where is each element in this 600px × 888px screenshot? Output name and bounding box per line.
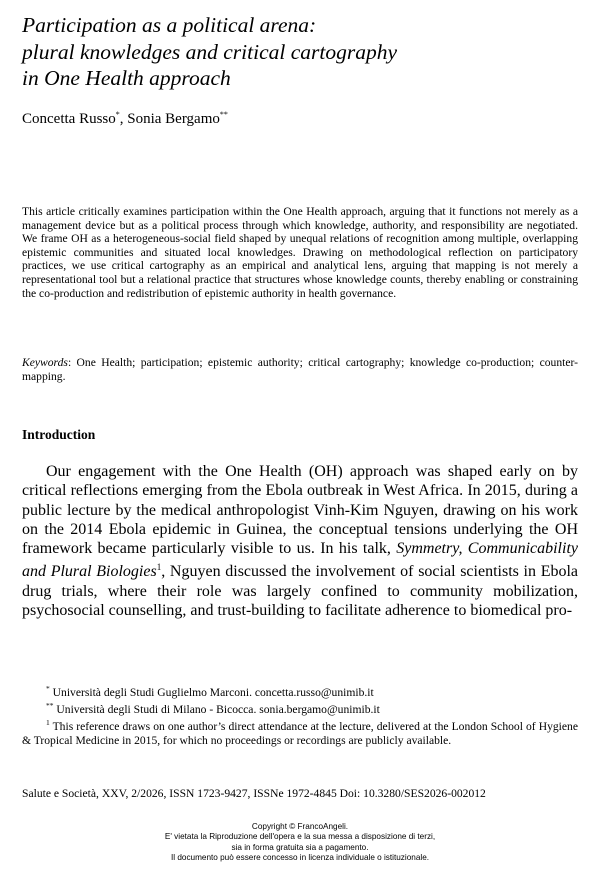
section-heading: Introduction bbox=[22, 427, 96, 442]
footnote-mark: * bbox=[46, 684, 50, 693]
keywords bbox=[22, 356, 578, 383]
copyright-line: E' vietata la Riproduzione dell'opera e la sua messa a disposizione di terzi, bbox=[164, 832, 436, 842]
body-text-part: , Nguyen discussed the involvement of social scientists in Ebola drug trials, where their role was largely confined to community mobilization, psychosocial counselling, and trust-building to facilitate adherence to biomedical pro- bbox=[22, 563, 579, 620]
copyright-line: sia in forma gratuita sia a pagamento. bbox=[231, 842, 369, 852]
author-name: Sonia Bergamo bbox=[127, 111, 220, 127]
body-text-part: Our engagement with the One Health (OH) approach was shaped early on by critical reflections emerging from the Ebola outbreak in West Africa. In 2015, during a public lecture by the medical anthropologist Vinh-Kim Nguyen, drawing on his work on the 2014 Ebola epidemic in Guinea, the conceptual tensions underlying the OH framework became particularly visible to us. In his talk, bbox=[22, 463, 578, 558]
title-line-3: in One Health approach bbox=[22, 66, 231, 90]
lecture-title: Symmetry, Communicability and Plural Biologies bbox=[22, 540, 578, 581]
footnote-text: This reference draws on one author’s direct attendance at the lecture, delivered at the London School of Hygiene & Tropical Medicine in 2015, for which no proceedings or recordings are publicly available. bbox=[22, 720, 578, 747]
body-paragraph bbox=[22, 462, 578, 620]
footnote-text: Università degli Studi Guglielmo Marconi. concetta.russo@unimib.it bbox=[49, 686, 374, 699]
footnote bbox=[22, 716, 578, 746]
footnote-reference: 1 bbox=[156, 562, 162, 573]
author-footnote-mark: * bbox=[115, 110, 120, 119]
title-line-2: plural knowledges and critical cartography bbox=[22, 39, 398, 64]
copyright-notice bbox=[0, 822, 600, 863]
copyright-line: Il documento può essere concesso in licenza individuale o istituzionale. bbox=[170, 852, 430, 862]
footnote-text: Università degli Studi di Milano - Bicocca. sonia.bergamo@unimib.it bbox=[53, 703, 380, 717]
copyright-line: Copyright © FrancoAngeli. bbox=[251, 822, 349, 831]
footnote-mark: ** bbox=[46, 701, 54, 711]
footnotes bbox=[22, 682, 578, 747]
article-title bbox=[22, 12, 582, 92]
keywords-label: Keywords bbox=[22, 356, 68, 369]
author-list bbox=[22, 110, 228, 128]
author-name: Concetta Russo bbox=[22, 111, 116, 127]
title-line-1: Participation as a political arena: bbox=[22, 13, 317, 37]
author-separator: , bbox=[119, 111, 128, 127]
abstract: This article critically examines participation within the One Health approach, arguing that it functions not merely as a management device but as a political process through which knowledge, authority, and responsibility are negotiated. We frame OH as a heterogeneous-social field shaped by unequal relations of recognition among multiple, overlapping epistemic communities and situated local knowledges. Drawing on methodological reflection on participatory practices, we use critical cartography as an empirical and analytical lens, arguing that mapping is not merely a representational tool but a relational practice that structures whose knowledge counts, thereby enabling or constraining the co-production and redistribution of epistemic authority in health governance. bbox=[22, 205, 578, 300]
keywords-text: : One Health; participation; epistemic authority; critical cartography; knowledge co-production; counter-mapping. bbox=[22, 356, 578, 383]
footnote bbox=[22, 699, 578, 716]
footnote-mark: 1 bbox=[46, 718, 50, 728]
author-footnote-mark: ** bbox=[219, 110, 228, 119]
journal-citation: Salute e Società, XXV, 2/2026, ISSN 1723-9427, ISSNe 1972-4845 Doi: 10.3280/SES2026-002012 bbox=[22, 787, 486, 800]
footnote bbox=[22, 682, 578, 699]
